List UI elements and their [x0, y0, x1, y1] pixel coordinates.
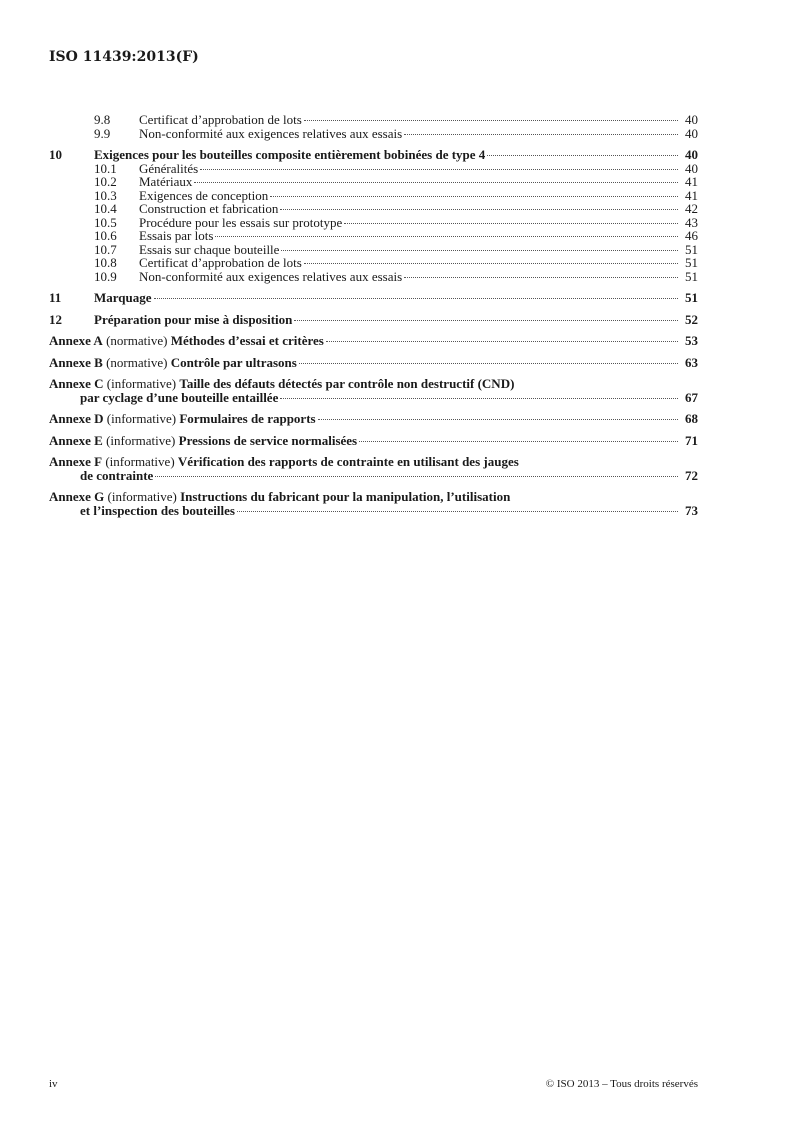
toc-entry-10-3[interactable] — [49, 189, 698, 203]
toc-page: 42 — [685, 201, 698, 216]
toc-title: Matériaux — [139, 174, 193, 189]
annex-label: Annexe F — [49, 454, 103, 469]
toc-title: Exigences de conception — [139, 187, 269, 203]
toc-entry-11[interactable] — [49, 291, 698, 305]
toc-annex-b[interactable] — [49, 356, 698, 370]
annex-label: Annexe D — [49, 411, 104, 426]
annex-title: Taille des défauts détectés par contrôle non destructif (CND) — [179, 376, 515, 391]
toc-annex-c[interactable] — [49, 377, 698, 404]
toc-number: 10.6 — [94, 228, 117, 243]
toc-number: 10.8 — [94, 255, 117, 270]
toc-entry-9-8[interactable] — [49, 113, 698, 127]
toc-title: Certificat d’approbation de lots — [139, 255, 302, 270]
toc-number: 10.9 — [94, 268, 117, 284]
toc-entry-10[interactable] — [49, 148, 698, 162]
toc-page: 41 — [685, 187, 698, 203]
toc-title: Exigences pour les bouteilles composite entièrement bobinées de type 4 — [94, 147, 486, 162]
toc-title: Procédure pour les essais sur prototype — [139, 214, 343, 230]
toc-title: Construction et fabrication — [139, 201, 279, 216]
annex-title: Instructions du fabricant pour la manipulation, l’utilisation — [180, 489, 511, 504]
toc-title: Non-conformité aux exigences relatives aux essais — [139, 125, 403, 141]
dot-leader — [304, 120, 678, 121]
dot-leader — [299, 363, 678, 364]
toc-page: 68 — [685, 411, 698, 426]
toc-entry-10-8[interactable] — [49, 256, 698, 270]
toc-title: Essais sur chaque bouteille — [139, 241, 280, 257]
annex-title: Pressions de service normalisées — [178, 432, 358, 448]
dot-leader — [326, 341, 678, 342]
toc-entry-9-9[interactable] — [49, 127, 698, 141]
toc-title: Certificat d’approbation de lots — [139, 112, 302, 127]
toc-annex-f[interactable] — [49, 455, 698, 482]
dot-leader — [281, 250, 678, 251]
toc-entry-10-6[interactable] — [49, 229, 698, 243]
dot-leader — [237, 511, 678, 512]
annex-title: Contrôle par ultrasons — [170, 354, 297, 370]
toc-annex-a[interactable] — [49, 334, 698, 348]
dot-leader — [294, 320, 678, 321]
toc-page: 46 — [685, 228, 698, 243]
annex-label: Annexe G — [49, 489, 105, 504]
toc-page: 63 — [685, 354, 698, 370]
toc-page: 51 — [685, 241, 698, 257]
dot-leader — [200, 169, 678, 170]
toc-entry-10-4[interactable] — [49, 202, 698, 216]
toc-number: 10.5 — [94, 214, 117, 230]
toc-annex-g[interactable] — [49, 490, 698, 517]
toc-page: 71 — [685, 432, 698, 448]
toc-page: 40 — [685, 112, 698, 127]
dot-leader — [404, 134, 678, 135]
toc-entry-10-9[interactable] — [49, 270, 698, 284]
document-id: ISO 11439:2013(F) — [49, 49, 199, 65]
dot-leader — [280, 398, 678, 399]
dot-leader — [404, 277, 678, 278]
toc-entry-10-1[interactable] — [49, 162, 698, 176]
toc-title: Préparation pour mise à disposition — [94, 311, 293, 327]
dot-leader — [154, 298, 678, 299]
page-number: iv — [49, 1078, 58, 1090]
toc-entry-10-7[interactable] — [49, 243, 698, 257]
toc-annex-e[interactable] — [49, 434, 698, 448]
toc-page: 43 — [685, 214, 698, 230]
annex-label: Annexe E — [49, 432, 103, 448]
toc-page: 40 — [685, 160, 698, 176]
annex-kind: (informative) — [106, 376, 177, 391]
toc-number: 11 — [49, 290, 62, 305]
dot-leader — [215, 236, 678, 237]
toc-page: 67 — [685, 389, 698, 405]
toc-page: 51 — [685, 290, 698, 305]
annex-title-cont: et l’inspection des bouteilles — [80, 502, 235, 518]
annex-kind: (informative) — [106, 411, 177, 426]
toc-title: Essais par lots — [139, 228, 214, 243]
toc-page: 40 — [685, 147, 698, 162]
toc-number: 10.4 — [94, 201, 117, 216]
toc-page: 52 — [685, 311, 698, 327]
toc-title: Non-conformité aux exigences relatives aux essais — [139, 268, 403, 284]
toc-number: 9.9 — [94, 125, 111, 141]
toc-page: 40 — [685, 125, 698, 141]
dot-leader — [487, 155, 678, 156]
dot-leader — [359, 441, 678, 442]
toc-entry-12[interactable] — [49, 313, 698, 327]
toc-number: 10.2 — [94, 174, 117, 189]
dot-leader — [344, 223, 678, 224]
dot-leader — [270, 196, 678, 197]
annex-title-cont: de contrainte — [80, 467, 154, 483]
dot-leader — [194, 182, 678, 183]
annex-title: Méthodes d’essai et critères — [170, 333, 324, 348]
annex-title-cont: par cyclage d’une bouteille entaillée — [80, 389, 279, 405]
annex-label: Annexe C — [49, 376, 104, 391]
toc-entry-10-2[interactable] — [49, 175, 698, 189]
annex-kind: (informative) — [106, 432, 176, 448]
annex-title: Vérification des rapports de contrainte en utilisant des jauges — [177, 454, 519, 469]
toc-number: 10.1 — [94, 160, 117, 176]
annex-kind: (normative) — [106, 354, 168, 370]
toc-number: 9.8 — [94, 112, 111, 127]
dot-leader — [155, 476, 678, 477]
toc-number: 12 — [49, 311, 62, 327]
toc-title: Marquage — [94, 290, 152, 305]
toc-page: 51 — [685, 268, 698, 284]
annex-kind: (informative) — [105, 454, 175, 469]
toc-annex-d[interactable] — [49, 412, 698, 426]
toc-number: 10.7 — [94, 241, 117, 257]
toc-number: 10 — [49, 147, 62, 162]
dot-leader — [318, 419, 678, 420]
annex-label: Annexe B — [49, 354, 103, 370]
dot-leader — [304, 263, 678, 264]
toc-entry-10-5[interactable] — [49, 216, 698, 230]
toc-number: 10.3 — [94, 187, 117, 203]
toc-page: 73 — [685, 502, 698, 518]
toc-page: 53 — [685, 333, 698, 348]
dot-leader — [280, 209, 678, 210]
toc-page: 41 — [685, 174, 698, 189]
annex-label: Annexe A — [49, 333, 103, 348]
toc-page: 72 — [685, 467, 698, 483]
annex-kind: (informative) — [107, 489, 177, 504]
annex-kind: (normative) — [106, 333, 168, 348]
annex-title: Formulaires de rapports — [179, 411, 316, 426]
toc-title: Généralités — [139, 160, 199, 176]
toc-page: 51 — [685, 255, 698, 270]
table-of-contents — [49, 113, 698, 517]
copyright-notice: © ISO 2013 – Tous droits réservés — [545, 1078, 698, 1090]
